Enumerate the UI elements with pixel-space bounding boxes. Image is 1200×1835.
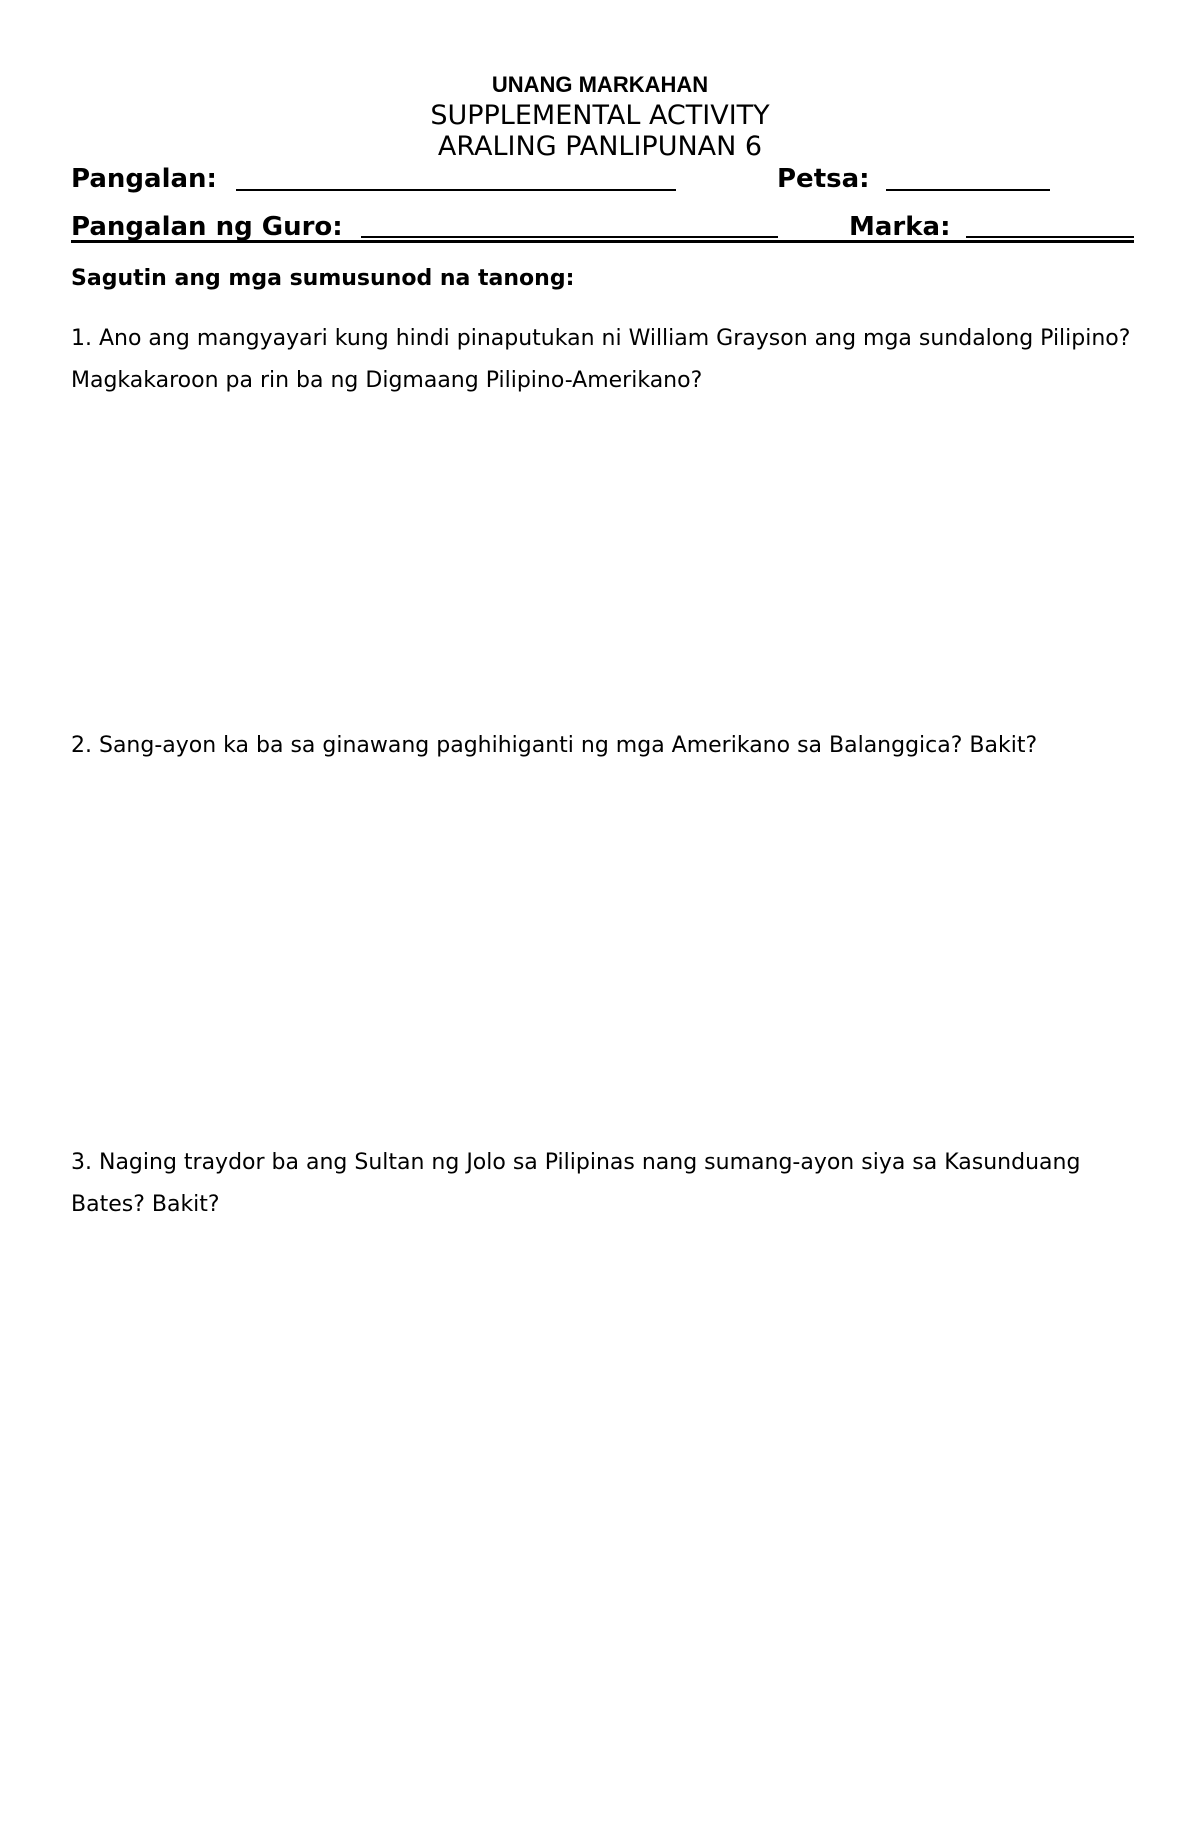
activity-title: SUPPLEMENTAL ACTIVITY bbox=[430, 100, 770, 131]
question-3: 3. Naging traydor ba ang Sultan ng Jolo sa Pilipinas nang sumang-ayon siya sa Kasunduang Bates? Bakit? bbox=[71, 1150, 1081, 1217]
question-2: 2. Sang-ayon ka ba sa ginawang paghihiganti ng mga Amerikano sa Balanggica? Bakit? bbox=[71, 733, 1038, 758]
grade-label: Marka: bbox=[849, 212, 951, 242]
teacher-label: Pangalan ng Guro: bbox=[71, 212, 343, 242]
question-1: 1. Ano ang mangyayari kung hindi pinaputukan ni William Grayson ang mga sundalong Pilipino? Magkakaroon pa rin ba ng Digmaang Pilipino-Amerikano? bbox=[71, 326, 1131, 393]
teacher-blank[interactable] bbox=[361, 236, 778, 238]
quarter-title: UNANG MARKAHAN bbox=[491, 72, 709, 97]
header-divider bbox=[71, 240, 1134, 243]
subject-title: ARALING PANLIPUNAN 6 bbox=[437, 131, 763, 162]
name-blank[interactable] bbox=[236, 189, 676, 191]
name-label: Pangalan: bbox=[71, 164, 217, 194]
instructions: Sagutin ang mga sumusunod na tanong: bbox=[71, 266, 575, 291]
date-blank[interactable] bbox=[886, 189, 1050, 191]
date-label: Petsa: bbox=[777, 164, 870, 194]
grade-blank[interactable] bbox=[966, 236, 1134, 238]
